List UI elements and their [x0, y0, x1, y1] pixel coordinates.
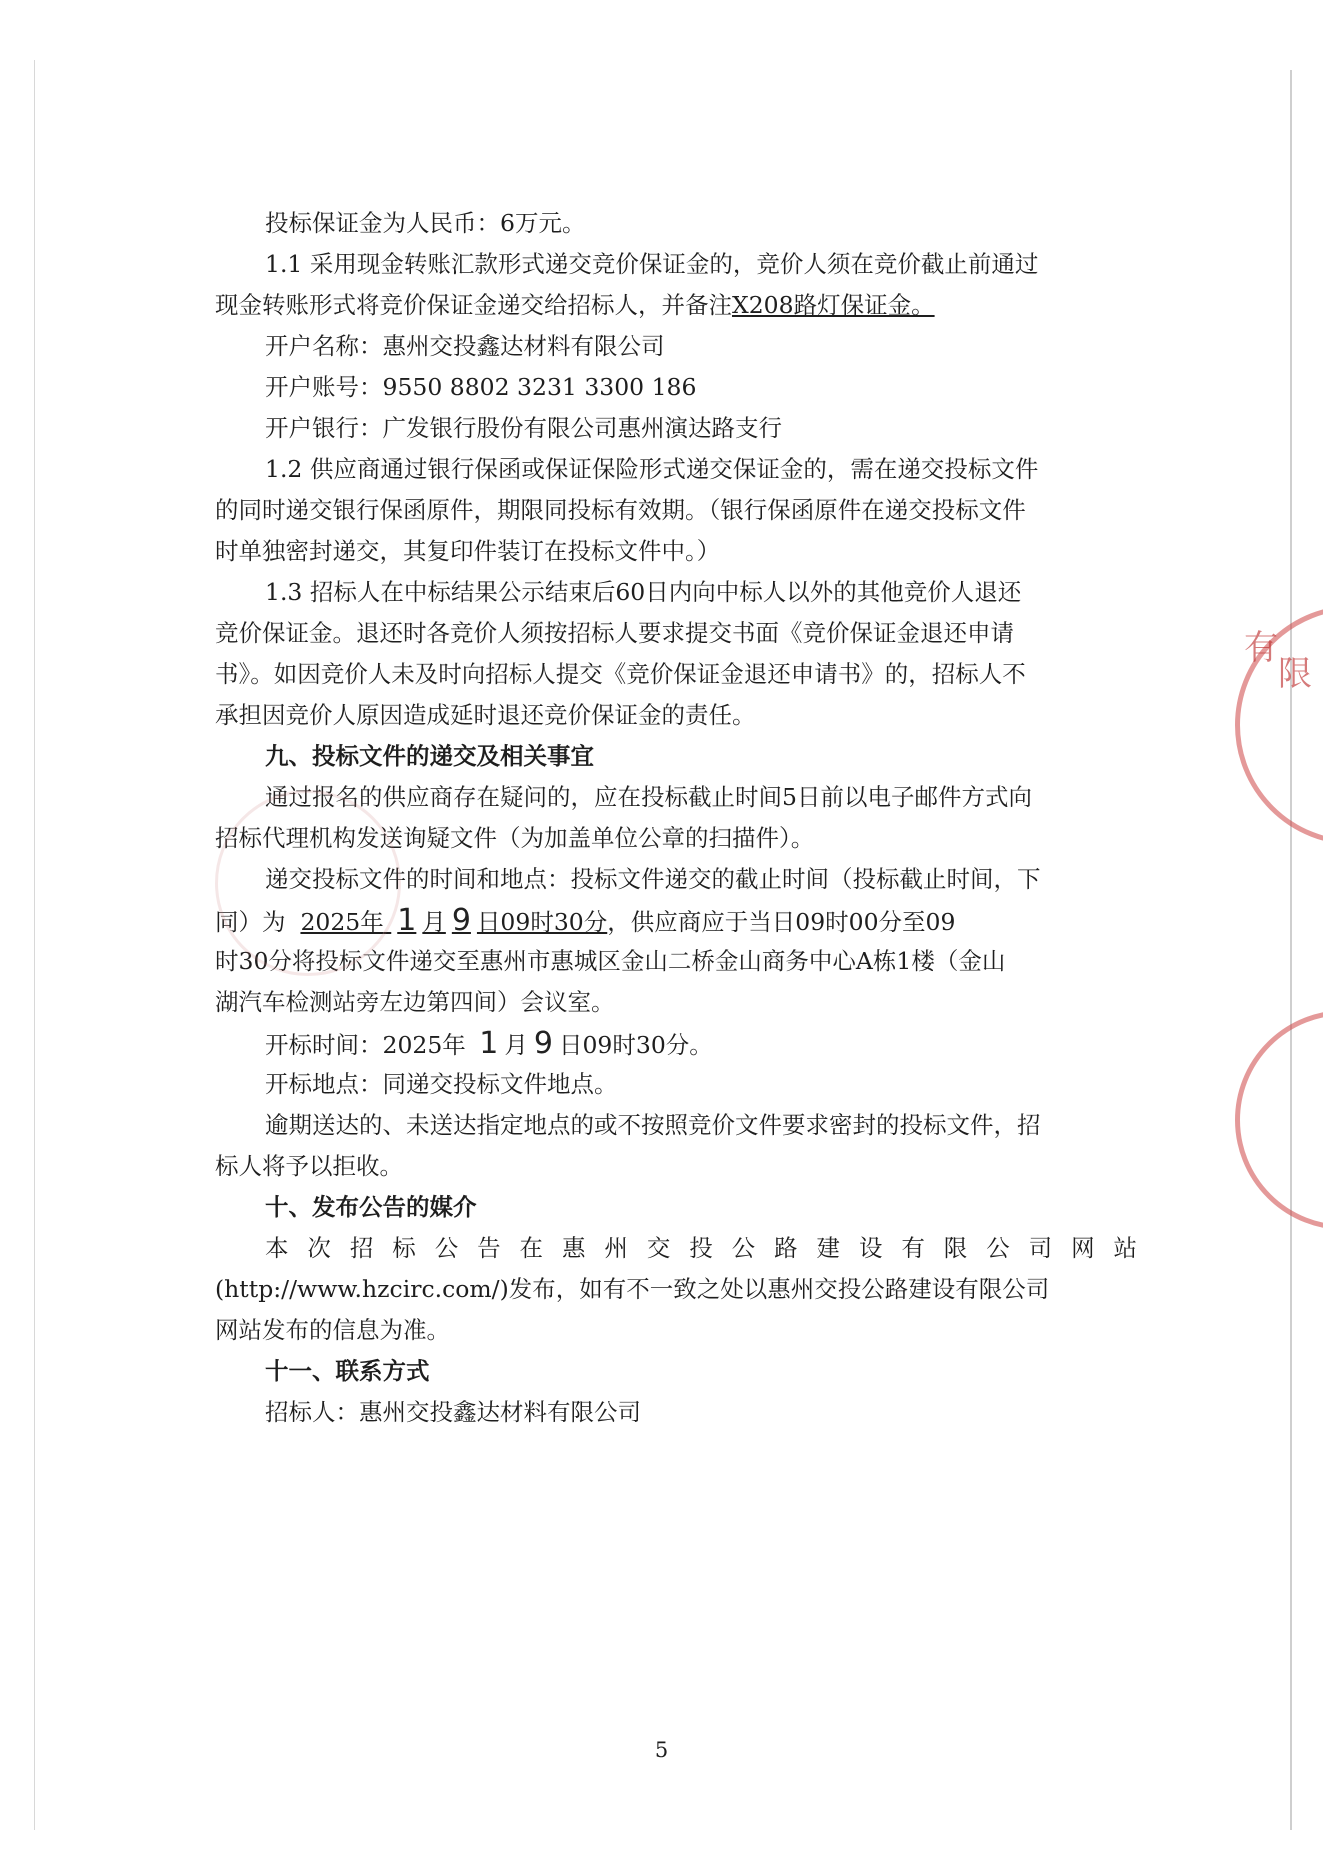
section-heading: 十、发布公告的媒介	[265, 1193, 477, 1221]
section-heading: 十一、联系方式	[265, 1357, 430, 1385]
text-line: 通过报名的供应商存在疑问的，应在投标截止时间5日前以电子邮件方式向	[265, 783, 1032, 811]
text-line: 竞价保证金。退还时各竞价人须按招标人要求提交书面《竞价保证金退还申请	[215, 619, 1014, 647]
faint-seal-stamp	[215, 790, 401, 976]
text-line: 湖汽车检测站旁左边第四间）会议室。	[215, 988, 615, 1016]
account-name-line: 开户名称：惠州交投鑫达材料有限公司	[265, 332, 665, 360]
page-number: 5	[654, 1738, 669, 1762]
seal-char: 限	[1278, 654, 1312, 694]
deadline-line: 同）为 2025年 1 月 9 日09时30分，供应商应于当日09时00分至09	[215, 903, 956, 938]
text-line: 时单独密封递交，其复印件装订在投标文件中。）	[215, 537, 721, 565]
text-line: 递交投标文件的时间和地点：投标文件递交的截止时间（投标截止时间，下	[265, 865, 1041, 893]
text-line: 1.3 招标人在中标结果公示结束后60日内向中标人以外的其他竞价人退还	[265, 578, 1022, 606]
text-line: 书》。如因竞价人未及时向招标人提交《竞价保证金退还申请书》的，招标人不	[215, 660, 1026, 688]
text-line: 标人将予以拒收。	[215, 1152, 403, 1180]
handwritten-month: 1	[397, 903, 417, 938]
text-line: 承担因竞价人原因造成延时退还竞价保证金的责任。	[215, 701, 756, 729]
text-line: 现金转账形式将竞价保证金递交给招标人，并备注X208路灯保证金。	[215, 291, 935, 319]
opening-time-line: 开标时间：2025年 1 月 9 日09时30分。	[265, 1026, 713, 1061]
text-line: (http://www.hzcirc.com/)发布，如有不一致之处以惠州交投公路建设有限公司	[215, 1275, 1050, 1303]
handwritten-day: 9	[533, 1026, 553, 1061]
text-line: 的同时递交银行保函原件，期限同投标有效期。（银行保函原件在递交投标文件	[215, 496, 1026, 524]
handwritten-month: 1	[479, 1026, 499, 1061]
text-line: 1.2 供应商通过银行保函或保证保险形式递交保证金的，需在递交投标文件	[265, 455, 1039, 483]
handwritten-day: 9	[451, 903, 471, 938]
company-seal-stamp	[1235, 1010, 1323, 1230]
text-line: 网站发布的信息为准。	[215, 1316, 450, 1344]
tenderer-line: 招标人：惠州交投鑫达材料有限公司	[265, 1398, 641, 1426]
text-line: 招标代理机构发送询疑文件（为加盖单位公章的扫描件）。	[215, 824, 815, 852]
section-heading: 九、投标文件的递交及相关事宜	[265, 742, 594, 770]
seal-clip-area	[1230, 600, 1323, 1240]
deposit-remark: X208路灯保证金。	[732, 291, 935, 319]
seal-char: 有	[1244, 628, 1278, 668]
bank-line: 开户银行：广发银行股份有限公司惠州演达路支行	[265, 414, 782, 442]
text-line: 逾期送达的、未送达指定地点的或不按照竞价文件要求密封的投标文件，招	[265, 1111, 1041, 1139]
text-line: 时30分将投标文件递交至惠州市惠城区金山二桥金山商务中心A栋1楼（金山	[215, 947, 1006, 975]
text-line: 投标保证金为人民币：6万元。	[265, 209, 586, 237]
deadline-date: 2025年 1 月 9 日09时30分	[300, 903, 608, 938]
opening-place-line: 开标地点：同递交投标文件地点。	[265, 1070, 618, 1098]
text-line: 本次招标公告在惠州交投公路建设有限公司网站	[265, 1234, 1137, 1262]
scan-edge-left	[34, 60, 35, 1830]
account-number-line: 开户账号：9550 8802 3231 3300 186	[265, 373, 697, 401]
text-line: 1.1 采用现金转账汇款形式递交竞价保证金的，竞价人须在竞价截止前通过	[265, 250, 1039, 278]
